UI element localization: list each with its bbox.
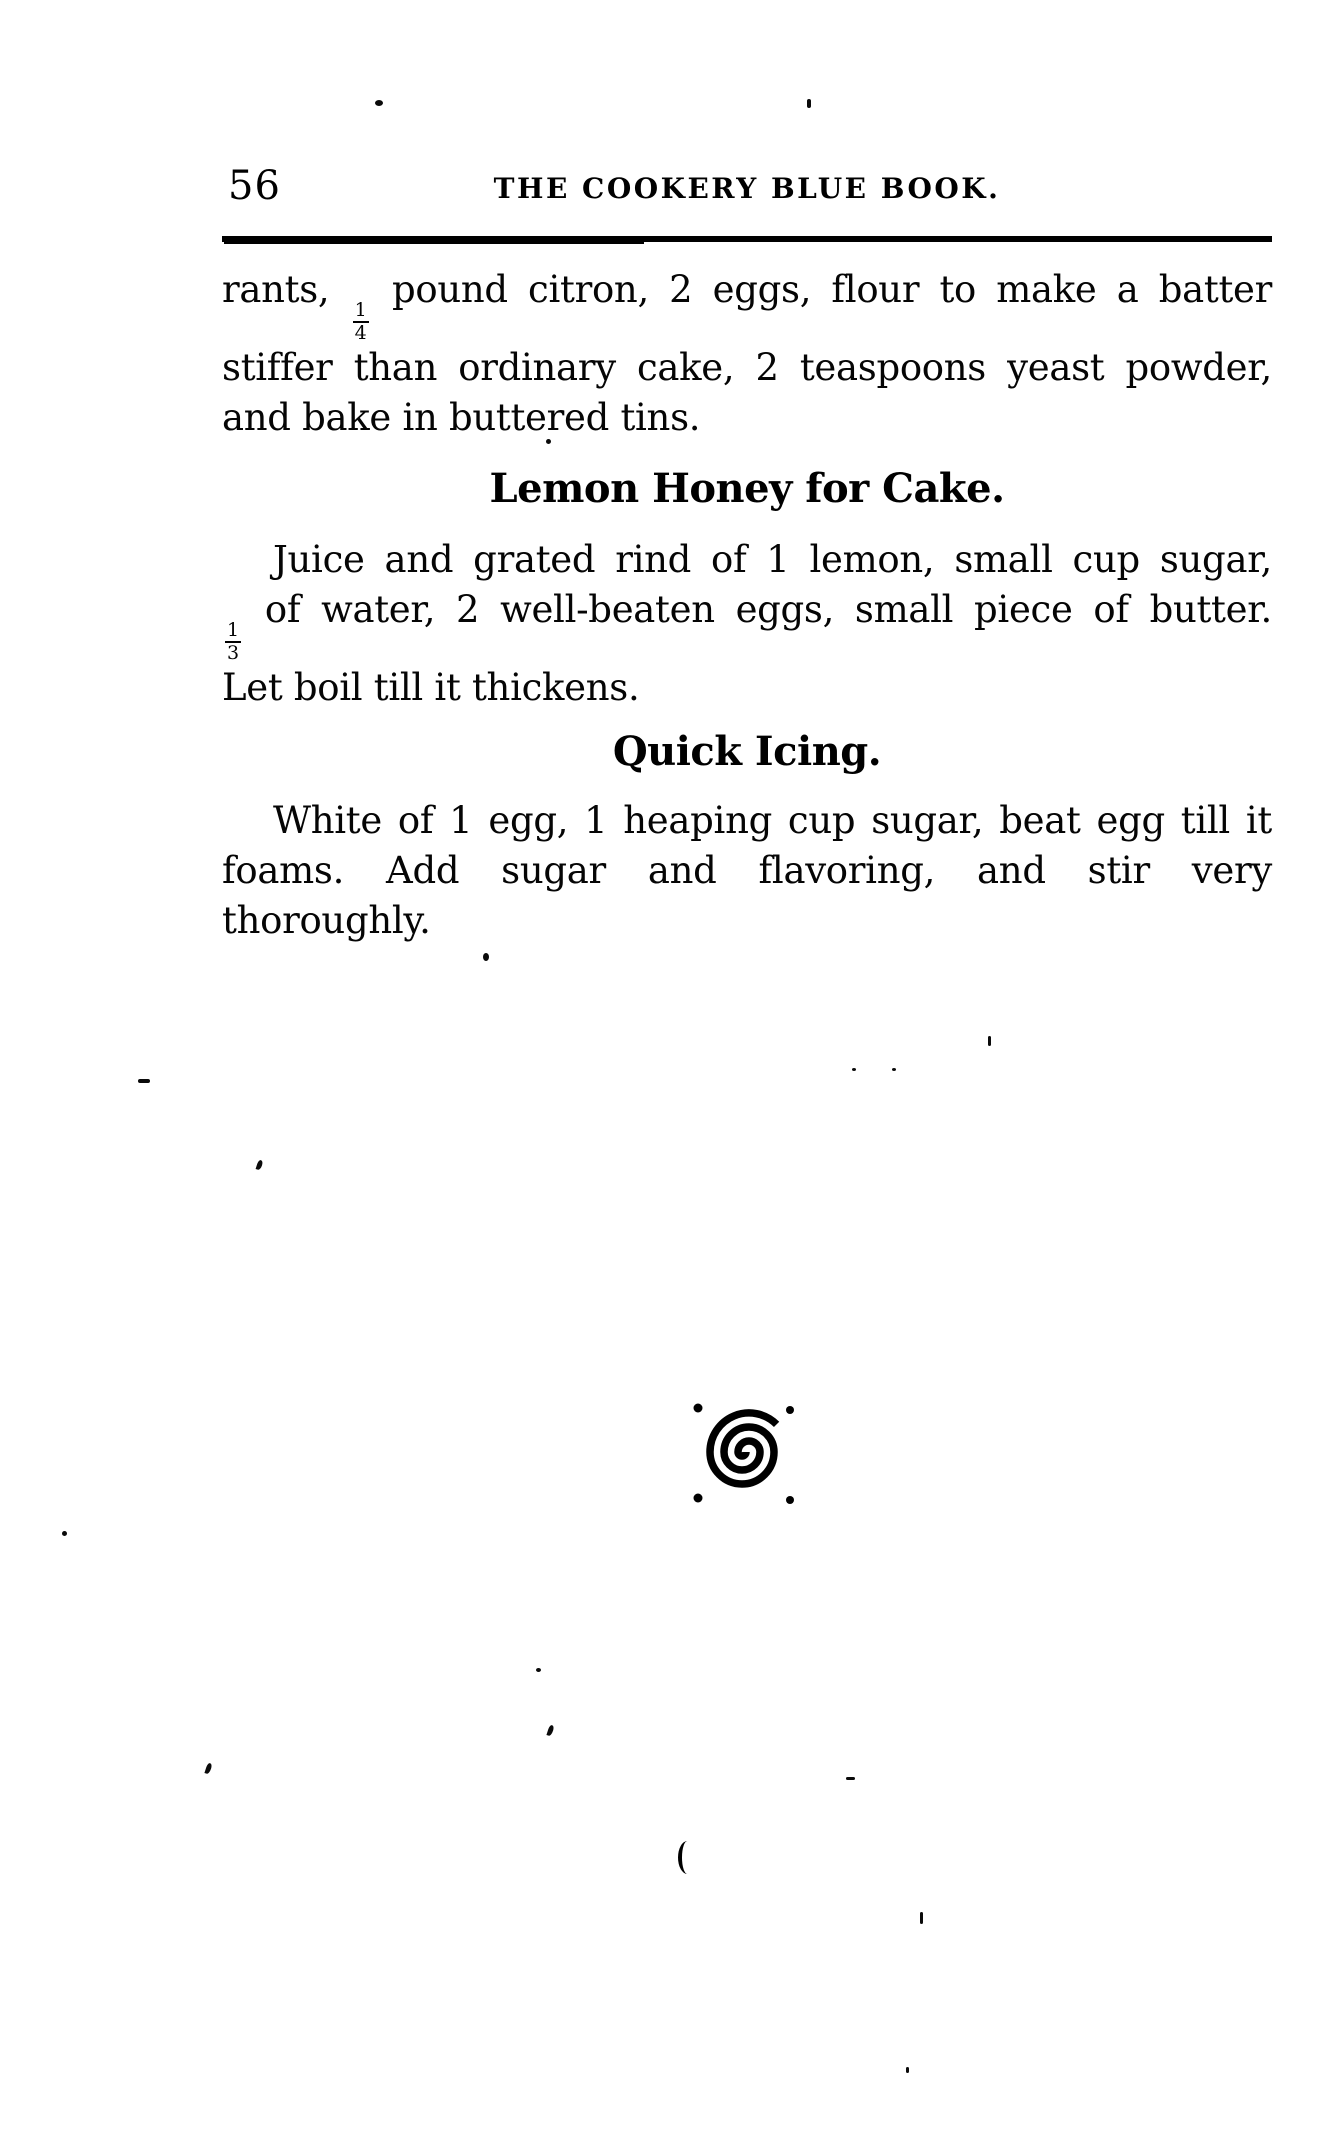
ink-speck (546, 1724, 554, 1736)
fraction-one-quarter: $\frac{1}{4}$ (354, 299, 367, 344)
ink-speck (62, 1531, 67, 1536)
text-line: Juice and grated rind of 1 lemon, small cup sugar, (273, 538, 1272, 581)
text-line: White of 1 egg, 1 heaping cup sugar, beat egg till it (273, 799, 1272, 842)
ink-speck (807, 99, 811, 108)
paragraph-lemon-honey (222, 535, 1272, 713)
text-line: thoroughly. (222, 899, 431, 942)
ink-speck (852, 1068, 856, 1071)
ink-speck (906, 2067, 909, 2073)
ink-speck (920, 1912, 923, 1924)
text-line: Let boil till it thickens. (222, 666, 640, 709)
recipe-heading-quick-icing: Quick Icing. (612, 728, 882, 775)
ink-speck (204, 1762, 212, 1774)
text-segment: of water, 2 well-beaten eggs, small piece of butter. (264, 588, 1272, 631)
recipe-heading-lemon-honey: Lemon Honey for Cake. (489, 465, 1005, 512)
ink-speck (892, 1068, 896, 1071)
text-line: stiffer than ordinary cake, 2 teaspoons yeast powder, (222, 346, 1272, 389)
text-line (222, 265, 1272, 343)
text-line: foams. Add sugar and flavoring, and stir very (222, 849, 1272, 892)
fraction-one-third: $\frac{1}{3}$ (227, 619, 240, 664)
ink-speck (846, 1777, 855, 1780)
ink-speck (483, 953, 489, 961)
page-masthead (222, 163, 1272, 212)
stray-parenthesis-mark (678, 1841, 695, 1874)
spiral-ornament (690, 1400, 800, 1510)
text-line (222, 585, 1272, 663)
text-segment: pound citron, 2 eggs, flour to make a batter (392, 268, 1273, 311)
text-segment: rants, (222, 268, 330, 311)
ink-speck (256, 1159, 264, 1170)
ink-speck (138, 1079, 150, 1083)
paragraph-continuation (222, 265, 1272, 443)
ink-speck (536, 1668, 541, 1672)
text-line: and bake in buttered tins. (222, 396, 701, 439)
header-rule (222, 236, 1272, 242)
ink-speck (988, 1036, 991, 1046)
page-number: 56 (228, 163, 281, 209)
ink-speck (375, 100, 383, 106)
paragraph-quick-icing (222, 796, 1272, 946)
running-title: THE COOKERY BLUE BOOK. (493, 172, 1001, 205)
ink-speck (546, 439, 551, 444)
